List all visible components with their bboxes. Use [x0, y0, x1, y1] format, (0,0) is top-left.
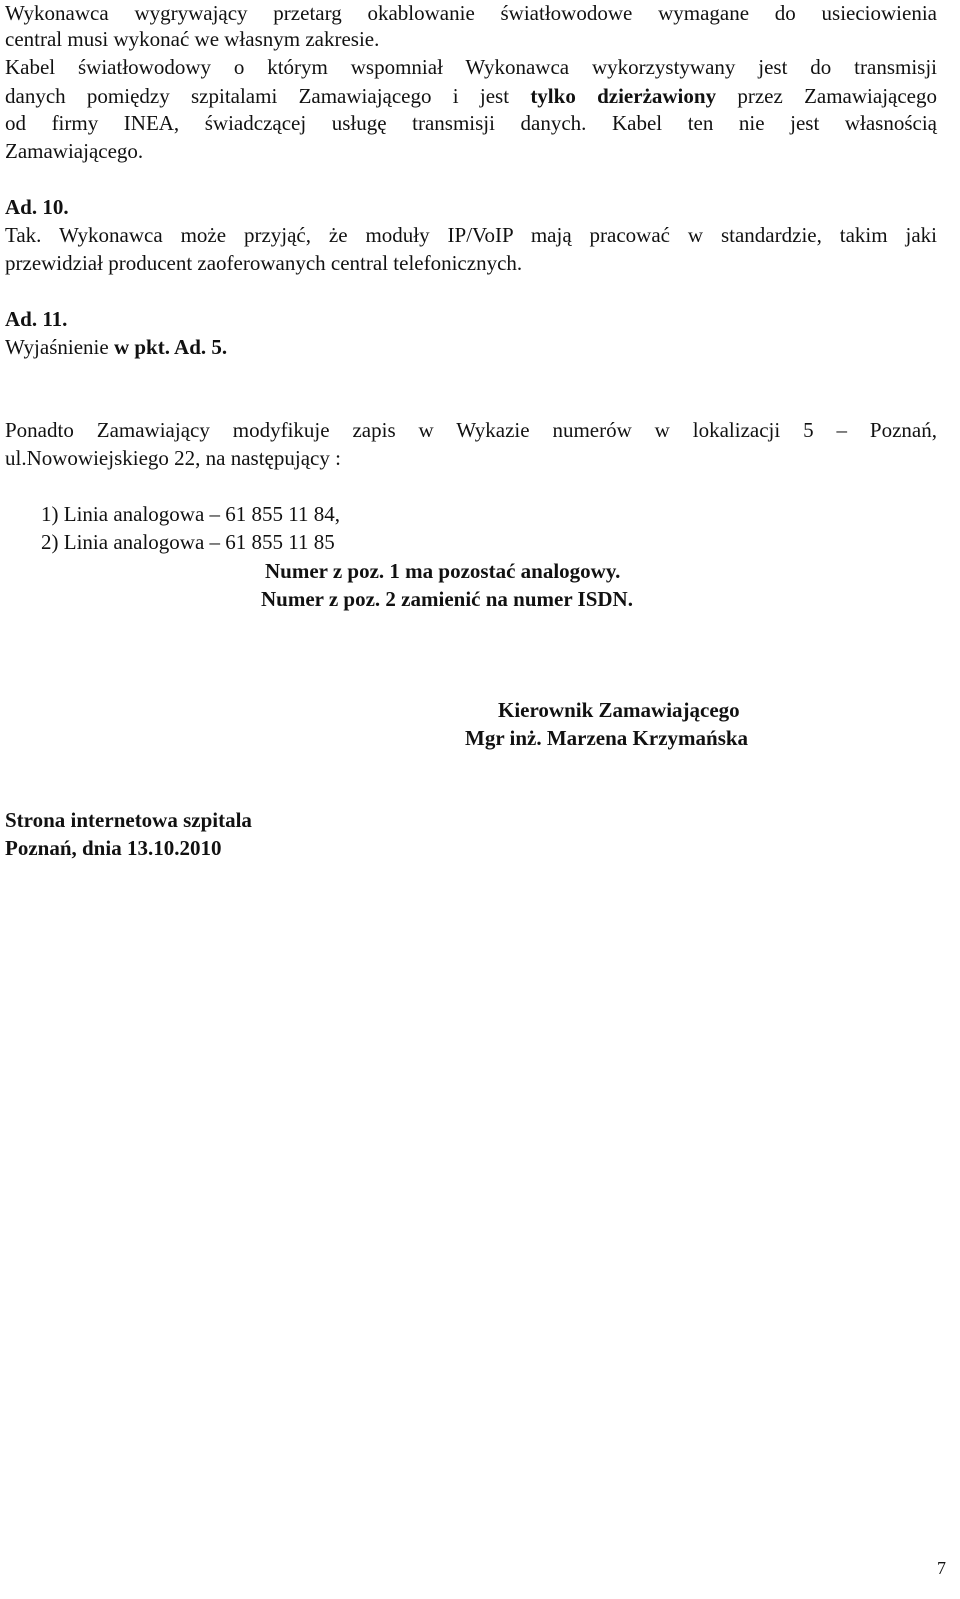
- ad-11-text: Wyjaśnienie: [5, 335, 114, 359]
- list-item: [41, 501, 340, 527]
- note-1: Numer z poz. 1 ma pozostać analogowy.: [265, 559, 621, 583]
- ad-11-line: [5, 334, 227, 360]
- paragraph-2-text-end: przez Zamawiającego: [716, 84, 937, 108]
- list-item-number: 2): [41, 530, 59, 554]
- paragraph-3-line-1: Ponadto Zamawiający modyfikuje zapis w Wykazie numerów w lokalizacji 5 – Poznań,: [5, 418, 937, 442]
- page-number: 7: [937, 1558, 946, 1578]
- paragraph-3-line-2: ul.Nowowiejskiego 22, na następujący :: [5, 446, 341, 470]
- list-item-text: Linia analogowa – 61 855 11 85: [63, 530, 335, 554]
- ad-10-line-2: przewidział producent zaoferowanych central telefonicznych.: [5, 251, 523, 275]
- paragraph-2-line-2: [5, 83, 937, 109]
- list-item-text: Linia analogowa – 61 855 11 84,: [63, 502, 341, 526]
- ad-11-heading: Ad. 11.: [5, 307, 68, 331]
- ad-10-heading: Ad. 10.: [5, 195, 69, 219]
- paragraph-2-line-4: Zamawiającego.: [5, 139, 144, 163]
- paragraph-2-line-1: Kabel światłowodowy o którym wspomniał Wykonawca wykorzystywany jest do transmisji: [5, 55, 937, 79]
- signature-title: Kierownik Zamawiającego: [498, 698, 740, 722]
- paragraph-2-line-3: od firmy INEA, świadczącej usługę transmisji danych. Kabel ten nie jest własnością: [5, 111, 937, 135]
- list-item-number: 1): [41, 502, 59, 526]
- footer-line-1: Strona internetowa szpitala: [5, 808, 252, 832]
- paragraph-1-line-2: central musi wykonać we własnym zakresie.: [5, 27, 380, 51]
- note-2: Numer z poz. 2 zamienić na numer ISDN.: [261, 587, 633, 611]
- paragraph-2-text: danych pomiędzy szpitalami Zamawiającego i jest: [5, 84, 531, 108]
- footer-date: Poznań, dnia 13.10.2010: [5, 836, 222, 860]
- paragraph-1-line-1: Wykonawca wygrywający przetarg okablowanie światłowodowe wymagane do usieciowienia: [5, 1, 937, 25]
- ad-11-reference: w pkt. Ad. 5.: [113, 335, 228, 359]
- paragraph-2-emphasis: tylko dzierżawiony: [530, 84, 717, 108]
- ad-10-line-1: Tak. Wykonawca może przyjąć, że moduły IP/VoIP mają pracować w standardzie, takim jaki: [5, 223, 937, 247]
- signature-name: Mgr inż. Marzena Krzymańska: [465, 726, 749, 750]
- list-item: [41, 529, 335, 555]
